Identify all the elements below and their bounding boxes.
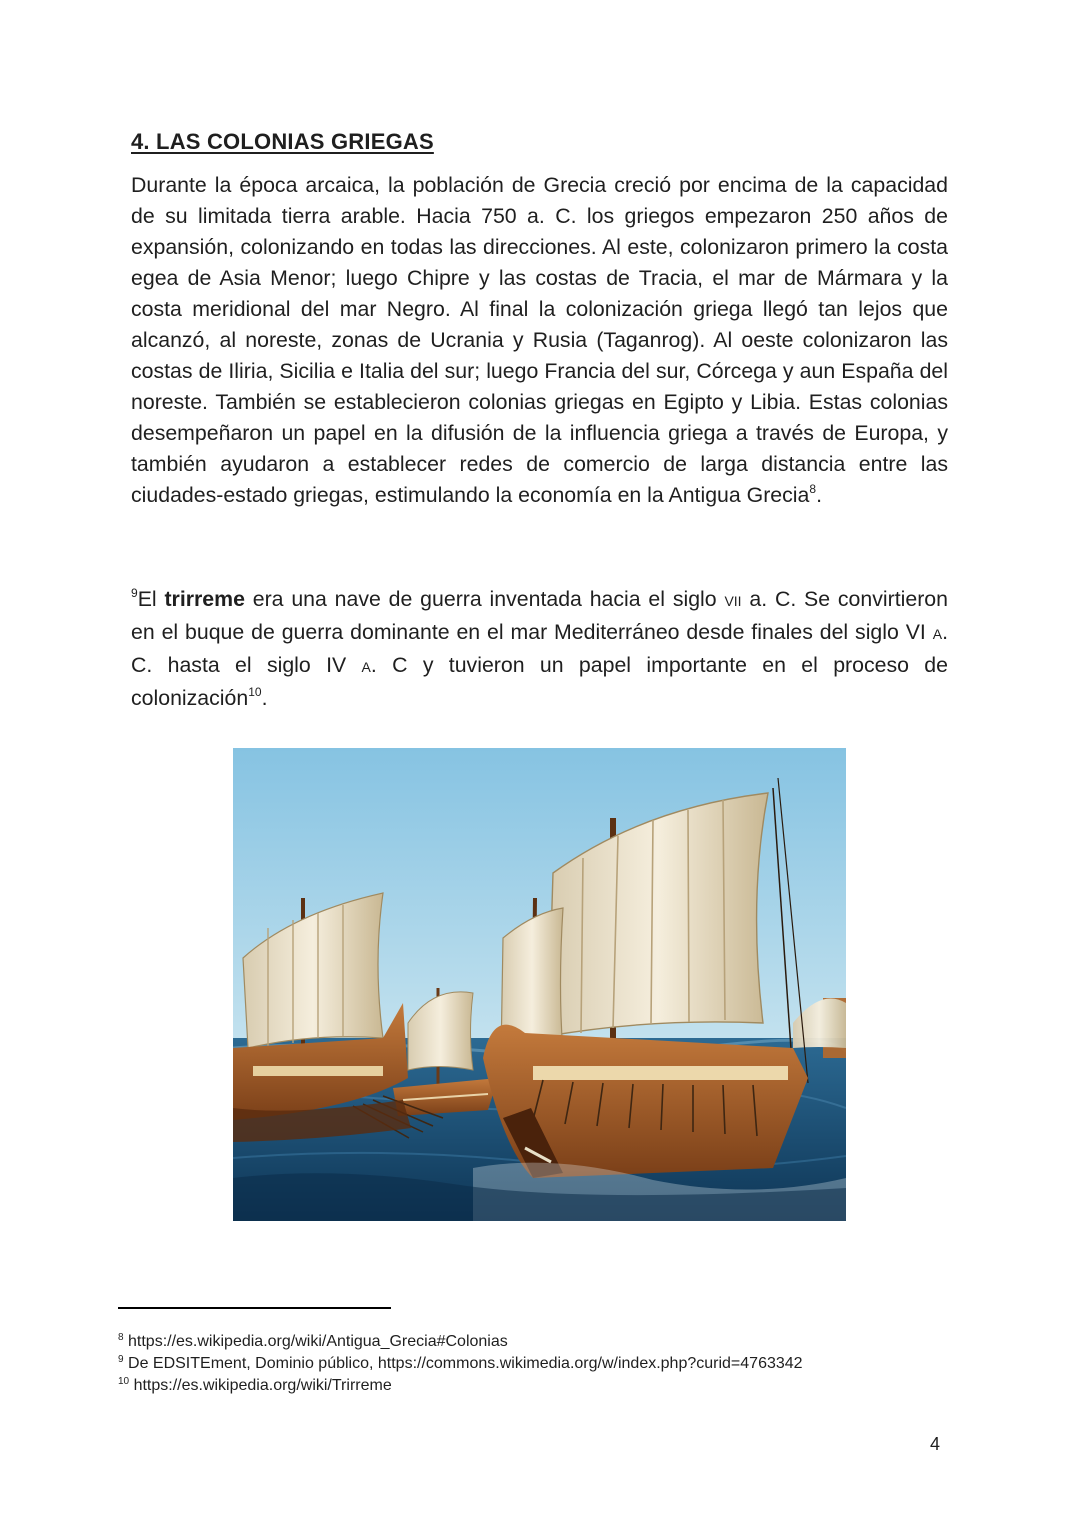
paragraph-end: . bbox=[816, 483, 822, 507]
footnote-ref-8[interactable]: 8 bbox=[809, 482, 817, 496]
footnote-mark: 9 bbox=[118, 1354, 124, 1365]
section-heading: 4. LAS COLONIAS GRIEGAS bbox=[131, 129, 434, 154]
century-roman: VII bbox=[724, 593, 742, 609]
footnote-ref-9[interactable]: 9 bbox=[131, 586, 138, 600]
paragraph-trireme bbox=[131, 584, 948, 714]
text-segment: El bbox=[137, 587, 165, 611]
footnote-text[interactable]: https://es.wikipedia.org/wiki/Antigua_Grecia#Colonias bbox=[123, 1333, 508, 1350]
paragraph-end: . bbox=[261, 686, 268, 710]
paragraph-text: Durante la época arcaica, la población de Grecia creció por encima de la capacidad de su limitada tierra arable. Hacia 750 a. C. los griegos empezaron 250 años de expansión, colonizando en todas las direcciones. Al este, colonizaron primero la costa egea de Asia Menor; luego Chipre y las costas de Tracia, el mar de Mármara y la costa meridional del mar Negro. Al final la colonización griega llegó tan lejos que alcanzó, al noreste, zonas de Ucrania y Rusia (Taganrog). Al oeste colonizaron las costas de Iliria, Sicilia e Italia del sur; luego Francia del sur, Córcega y aun España del noreste. También se establecieron colonias griegas en Egipto y Libia. Estas colonias desempeñaron un papel en la difusión de la influencia griega a través de Europa, y también ayudaron a establecer redes de comercio de larga distancia entre las ciudades-estado griegas, estimulando la economía en la Antigua Grecia bbox=[131, 173, 948, 507]
era-abbrev: A bbox=[361, 659, 371, 675]
footnote-10 bbox=[118, 1376, 392, 1396]
text-segment: era una nave de guerra inventada hacia el siglo bbox=[244, 587, 725, 611]
text-segment: . C. hasta el siglo IV bbox=[131, 620, 948, 677]
footnote-ref-10[interactable]: 10 bbox=[248, 685, 262, 699]
footnote-separator bbox=[118, 1307, 391, 1309]
term-trirreme: trirreme bbox=[164, 587, 245, 611]
text-segment: a. C. Se convirtieron en el buque de guerra dominante en el mar Mediterráneo desde finales del siglo VI bbox=[131, 587, 948, 644]
trireme-illustration bbox=[233, 748, 846, 1221]
footnote-text[interactable]: De EDSITEment, Dominio público, https://commons.wikimedia.org/w/index.php?curid=4763342 bbox=[123, 1355, 803, 1372]
page-number: 4 bbox=[930, 1434, 941, 1454]
paragraph-colonization bbox=[131, 170, 948, 511]
footnote-8 bbox=[118, 1332, 508, 1352]
text-segment: . C y tuvieron un papel importante en el proceso de colonización bbox=[131, 653, 948, 710]
footnote-mark: 8 bbox=[118, 1332, 124, 1343]
footnote-mark: 10 bbox=[118, 1376, 130, 1387]
footnote-9 bbox=[118, 1354, 803, 1374]
era-abbrev: A bbox=[932, 626, 943, 642]
footnote-text[interactable]: https://es.wikipedia.org/wiki/Trirreme bbox=[129, 1377, 392, 1394]
